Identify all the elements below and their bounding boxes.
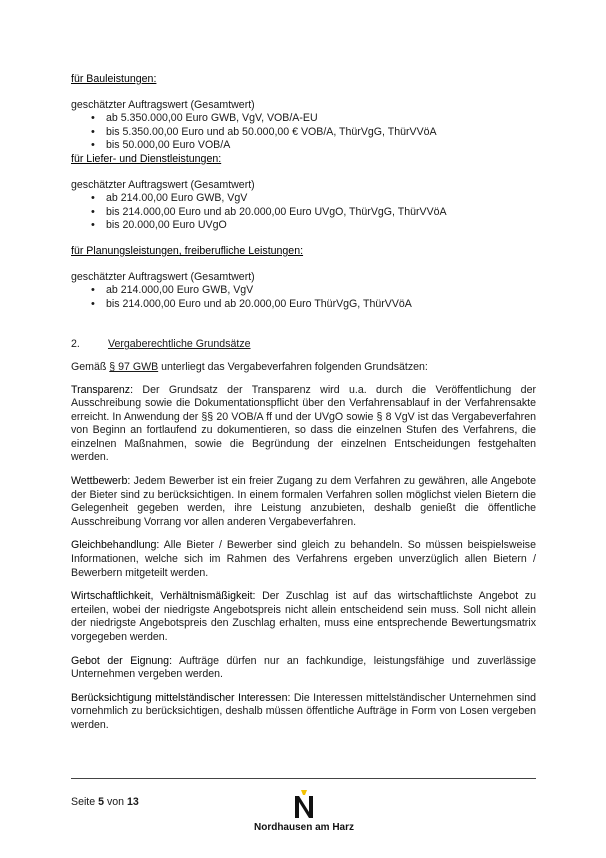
principle-text: Alle Bieter / Bewerber sind gleich zu behandeln. So müssen beispielsweise Informationen, welche sich im Rahmen des Verfahrens ergeben unverzüglich allen Bietern / Bewerbern mitgeteilt werden. bbox=[71, 539, 536, 579]
liefer-list bbox=[71, 192, 536, 233]
page-number: Seite 5 von 13 bbox=[71, 796, 139, 808]
principle-term: Gleichbehandlung: bbox=[71, 539, 160, 552]
principle-gleichbehandlung bbox=[71, 539, 536, 580]
principle-text: Jedem Bewerber ist ein freier Zugang zu dem Verfahren zu gewähren, alle Angebote der Bieter sind zu berücksichtigen. In einem formalen Verfahren sollen möglichst vielen Bietern die Gelegenheit gegeben werden, ihre Leistung anzubieten, deshalb genießt die öffentliche Ausschreibung Vorrang vor allen anderen Vergabeverfahren. bbox=[71, 475, 536, 528]
principle-transparenz bbox=[71, 384, 536, 466]
list-item: • bis 5.350.00,00 Euro und ab 50.000,00 € VOB/A, ThürVgG, ThürVVöA bbox=[106, 126, 536, 140]
principle-mittelstand bbox=[71, 692, 536, 733]
logo-text: Nordhausen am Harz bbox=[253, 822, 355, 833]
heading-liefer-dienstleistungen: für Liefer- und Dienstleistungen: bbox=[71, 152, 222, 165]
list-item: • ab 5.350.000,00 Euro GWB, VgV, VOB/A-EU bbox=[106, 112, 536, 126]
planung-intro: geschätzter Auftragswert (Gesamtwert) bbox=[71, 270, 255, 283]
current-page: 5 bbox=[98, 796, 104, 808]
liefer-intro: geschätzter Auftragswert (Gesamtwert) bbox=[71, 178, 255, 191]
chapter-title: Vergaberechtliche Grundsätze bbox=[108, 338, 251, 351]
gwb-link[interactable]: § 97 GWB bbox=[109, 360, 159, 373]
chapter-intro: Gemäß § 97 GWB unterliegt das Vergabeverfahren folgenden Grundsätzen: bbox=[71, 360, 428, 373]
principle-text: Der Grundsatz der Transparenz wird u.a. durch die Veröffentlichung der Ausschreibung sowie die Dokumentationspflicht über den Verfahrensablauf in der Verfahrensakte erreicht. In Anwendung der §§ 20 VOB/A ff und der UVgO sowie § 8 VgV ist das Vergabeverfahren von Beginn an fortlaufend zu dokumentieren, so dass die einzelnen Stufen des Verfahrens, die einzelnen Maßnahmen, sowie die Begründung der einzelnen Entscheidungen festgehalten werden. bbox=[71, 383, 536, 464]
list-item: • ab 214.000,00 Euro GWB, VgV bbox=[106, 284, 536, 298]
footer-divider bbox=[71, 778, 536, 779]
principle-term: Wettbewerb: bbox=[71, 475, 131, 488]
principle-term: Wirtschaftlichkeit, Verhältnismäßigkeit: bbox=[71, 590, 256, 603]
principle-term: Gebot der Eignung: bbox=[71, 654, 173, 667]
principle-eignung bbox=[71, 655, 536, 682]
list-item: • ab 214.00,00 Euro GWB, VgV bbox=[106, 192, 536, 206]
principle-term: Berücksichtigung mittelständischer Interessen: bbox=[71, 691, 291, 704]
heading-planungsleistungen: für Planungsleistungen, freiberufliche Leistungen: bbox=[71, 244, 304, 257]
total-pages: 13 bbox=[126, 796, 139, 808]
list-item: • bis 214.000,00 Euro und ab 20.000,00 Euro UVgO, ThürVgG, ThürVVöA bbox=[106, 206, 536, 220]
principle-text: Die Interessen mittelständischer Unternehmen sind vornehmlich zu berücksichtigen, deshalb müssen öffentliche Aufträge in Form von Losen vergeben werden. bbox=[71, 691, 536, 731]
list-item: • bis 50.000,00 Euro VOB/A bbox=[106, 139, 536, 153]
nordhausen-logo-icon bbox=[293, 790, 315, 820]
heading-bauleistungen: für Bauleistungen: bbox=[71, 73, 157, 85]
principle-text: Der Zuschlag ist auf das wirtschaftlichste Angebot zu erteilen, wobei der niedrigste Angebotspreis nicht allein entscheidend sein muss. Soll nicht allein der niedrigste Angebotspreis den Zuschlag erhalten, muss eine entsprechende Bewertungsmatrix vorgegeben werden. bbox=[71, 590, 536, 643]
bau-intro: geschätzter Auftragswert (Gesamtwert) bbox=[71, 98, 255, 111]
city-logo bbox=[247, 790, 361, 840]
principle-term: Transparenz: bbox=[71, 383, 134, 396]
bau-list bbox=[71, 112, 536, 153]
planung-list bbox=[71, 284, 536, 311]
list-item: • bis 214.000,00 Euro und ab 20.000,00 Euro ThürVgG, ThürVVöA bbox=[106, 298, 536, 312]
page-content bbox=[71, 73, 536, 733]
chapter-heading bbox=[71, 338, 536, 352]
principle-text: Aufträge dürfen nur an fachkundige, leistungsfähige und zuverlässige Unternehmen vergeben werden. bbox=[71, 654, 536, 681]
list-item: • bis 20.000,00 Euro UVgO bbox=[106, 219, 536, 233]
principle-wettbewerb bbox=[71, 475, 536, 529]
chapter-number: 2. bbox=[71, 338, 80, 351]
principle-wirtschaftlichkeit bbox=[71, 590, 536, 644]
